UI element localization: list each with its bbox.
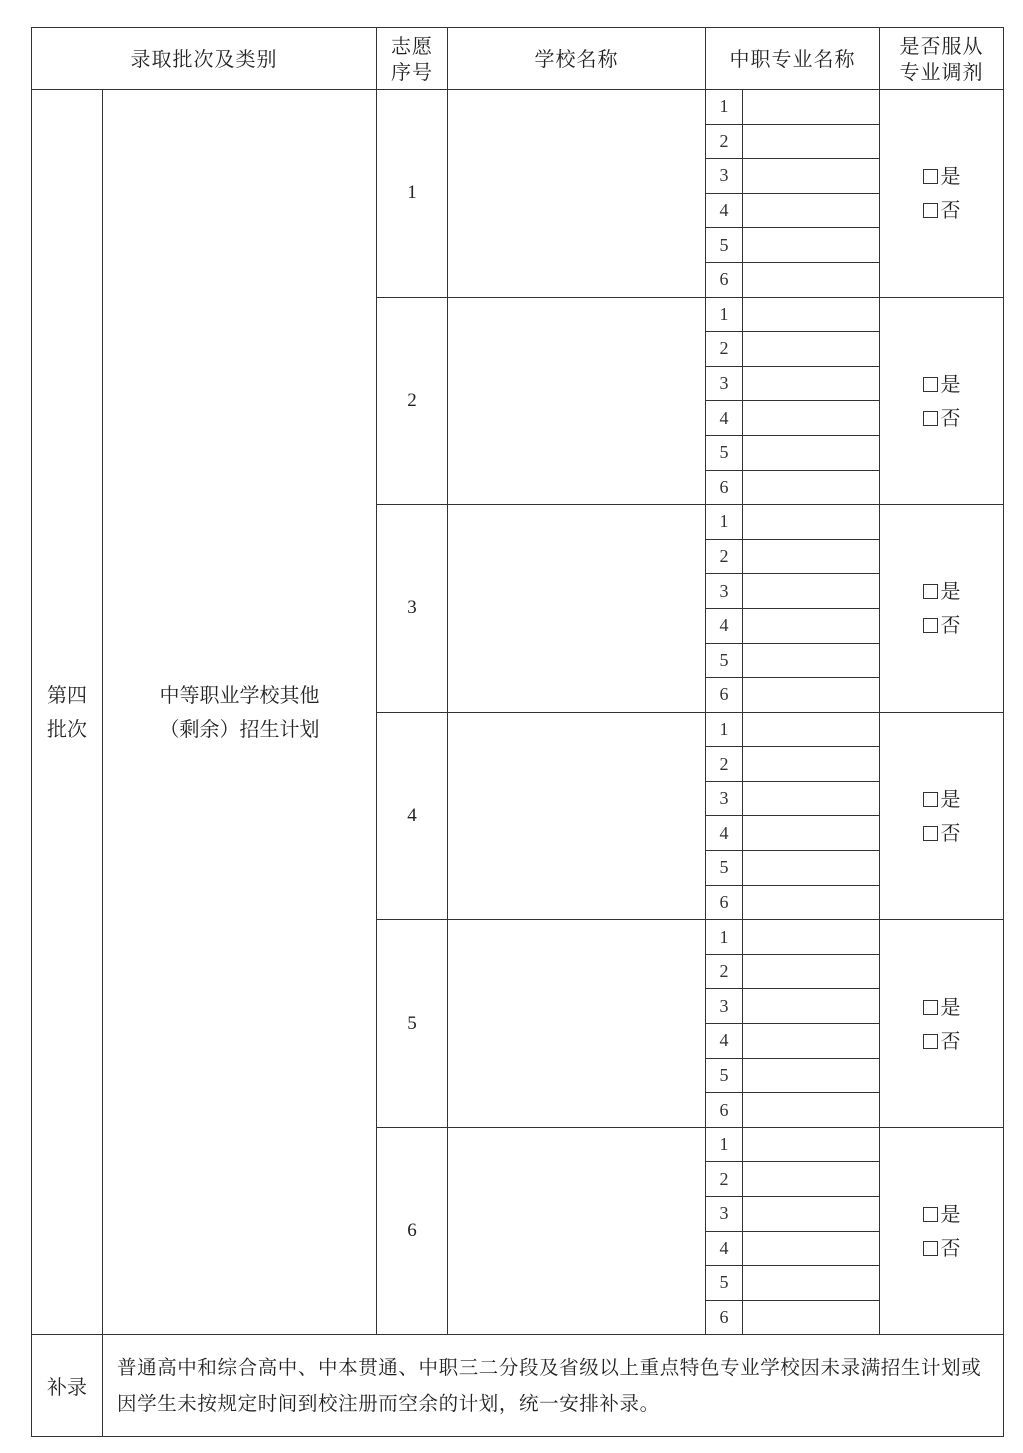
major-index: 4 [706, 1231, 743, 1266]
major-name-input[interactable] [743, 1127, 880, 1162]
adjust-yes-label: 是 [940, 994, 961, 1019]
batch-line1: 第四 [47, 683, 87, 708]
category-line1: 中等职业学校其他 [159, 683, 320, 708]
major-index: 2 [706, 747, 743, 782]
adjust-yes-label: 是 [940, 579, 961, 604]
header-adjust [880, 28, 1004, 90]
adjust-yes-option[interactable] [923, 995, 961, 1019]
major-name-input[interactable] [743, 193, 880, 228]
major-name-input[interactable] [743, 1197, 880, 1232]
major-name-input[interactable] [743, 1162, 880, 1197]
supplement-label: 补录 [32, 1335, 103, 1437]
major-index: 1 [706, 505, 743, 540]
category-cell [103, 90, 377, 1335]
adjust-no-label: 否 [940, 1236, 961, 1261]
choice-number-cell: 5 [377, 920, 448, 1128]
major-index: 1 [706, 1127, 743, 1162]
major-name-input[interactable] [743, 851, 880, 886]
major-name-input[interactable] [743, 366, 880, 401]
major-index: 1 [706, 90, 743, 125]
major-index: 4 [706, 816, 743, 851]
major-name-input[interactable] [743, 885, 880, 920]
checkbox-icon[interactable] [923, 411, 938, 426]
major-name-input[interactable] [743, 159, 880, 194]
major-index: 3 [706, 781, 743, 816]
major-name-input[interactable] [743, 1231, 880, 1266]
major-index: 3 [706, 159, 743, 194]
major-name-input[interactable] [743, 608, 880, 643]
major-index: 1 [706, 297, 743, 332]
admission-form-table [31, 27, 1004, 1437]
adjust-options-cell [880, 1127, 1004, 1335]
major-index: 2 [706, 1162, 743, 1197]
checkbox-icon[interactable] [923, 1207, 938, 1222]
major-name-input[interactable] [743, 920, 880, 955]
adjust-yes-label: 是 [940, 164, 961, 189]
major-index: 1 [706, 920, 743, 955]
major-index: 5 [706, 851, 743, 886]
major-name-input[interactable] [743, 435, 880, 470]
major-index: 3 [706, 1197, 743, 1232]
major-name-input[interactable] [743, 1266, 880, 1301]
major-name-input[interactable] [743, 816, 880, 851]
major-name-input[interactable] [743, 989, 880, 1024]
checkbox-icon[interactable] [923, 1034, 938, 1049]
adjust-options-cell [880, 90, 1004, 298]
major-index: 2 [706, 124, 743, 159]
checkbox-icon[interactable] [923, 618, 938, 633]
header-school-name: 学校名称 [448, 28, 706, 90]
adjust-no-option[interactable] [923, 821, 961, 845]
adjust-no-label: 否 [940, 405, 961, 430]
major-name-input[interactable] [743, 1093, 880, 1128]
major-index: 5 [706, 1266, 743, 1301]
major-index: 5 [706, 228, 743, 263]
checkbox-icon[interactable] [923, 169, 938, 184]
header-major-name: 中职专业名称 [706, 28, 880, 90]
adjust-no-option[interactable] [923, 613, 961, 637]
major-index: 3 [706, 366, 743, 401]
header-batch-category: 录取批次及类别 [32, 28, 377, 90]
major-name-input[interactable] [743, 401, 880, 436]
major-name-input[interactable] [743, 332, 880, 367]
major-index: 6 [706, 262, 743, 297]
major-name-input[interactable] [743, 747, 880, 782]
major-name-input[interactable] [743, 678, 880, 713]
checkbox-icon[interactable] [923, 377, 938, 392]
school-name-input[interactable] [448, 1127, 706, 1335]
supplement-row [32, 1335, 1004, 1437]
adjust-yes-label: 是 [940, 1202, 961, 1227]
checkbox-icon[interactable] [923, 792, 938, 807]
major-index: 6 [706, 1300, 743, 1335]
major-name-input[interactable] [743, 539, 880, 574]
checkbox-icon[interactable] [923, 1000, 938, 1015]
major-name-input[interactable] [743, 1300, 880, 1335]
adjust-options-cell [880, 712, 1004, 920]
adjust-yes-label: 是 [940, 371, 961, 396]
major-name-input[interactable] [743, 574, 880, 609]
school-name-input[interactable] [448, 920, 706, 1128]
adjust-options-cell [880, 297, 1004, 505]
major-name-input[interactable] [743, 1024, 880, 1059]
adjust-no-label: 否 [940, 613, 961, 638]
adjust-yes-label: 是 [940, 786, 961, 811]
adjust-yes-option[interactable] [923, 164, 961, 188]
header-choice-number-line1: 志愿 [391, 33, 433, 58]
major-name-input[interactable] [743, 470, 880, 505]
major-name-input[interactable] [743, 954, 880, 989]
adjust-yes-option[interactable] [923, 579, 961, 603]
checkbox-icon[interactable] [923, 826, 938, 841]
major-name-input[interactable] [743, 262, 880, 297]
major-index: 2 [706, 954, 743, 989]
major-index: 6 [706, 1093, 743, 1128]
major-name-input[interactable] [743, 643, 880, 678]
choice-number-cell: 3 [377, 505, 448, 713]
school-name-input[interactable] [448, 297, 706, 505]
choice-number-cell: 1 [377, 90, 448, 298]
school-name-input[interactable] [448, 90, 706, 298]
major-index: 2 [706, 332, 743, 367]
adjust-no-option[interactable] [923, 406, 961, 430]
choice-number-cell: 6 [377, 1127, 448, 1335]
major-name-input[interactable] [743, 297, 880, 332]
major-name-input[interactable] [743, 781, 880, 816]
major-name-input[interactable] [743, 505, 880, 540]
checkbox-icon[interactable] [923, 1241, 938, 1256]
adjust-no-option[interactable] [923, 1236, 961, 1260]
major-index: 1 [706, 712, 743, 747]
major-index: 6 [706, 678, 743, 713]
header-adjust-line1: 是否服从 [899, 33, 984, 58]
major-index: 3 [706, 574, 743, 609]
major-index: 4 [706, 608, 743, 643]
major-index: 2 [706, 539, 743, 574]
category-line2: （剩余）招生计划 [159, 717, 320, 742]
adjust-no-label: 否 [940, 820, 961, 845]
major-name-input[interactable] [743, 228, 880, 263]
major-name-input[interactable] [743, 124, 880, 159]
school-name-input[interactable] [448, 712, 706, 920]
choice-number-cell: 2 [377, 297, 448, 505]
adjust-yes-option[interactable] [923, 787, 961, 811]
adjust-options-cell [880, 505, 1004, 713]
major-index: 6 [706, 885, 743, 920]
adjust-options-cell [880, 920, 1004, 1128]
checkbox-icon[interactable] [923, 203, 938, 218]
header-adjust-line2: 专业调剂 [899, 59, 984, 84]
school-name-input[interactable] [448, 505, 706, 713]
major-name-input[interactable] [743, 90, 880, 125]
major-name-input[interactable] [743, 1058, 880, 1093]
major-index: 6 [706, 470, 743, 505]
major-row [32, 90, 1004, 125]
header-row [32, 28, 1004, 90]
batch-line2: 批次 [47, 717, 87, 742]
header-choice-number-line2: 序号 [391, 59, 433, 84]
header-choice-number [377, 28, 448, 90]
choice-number-cell: 4 [377, 712, 448, 920]
adjust-no-label: 否 [940, 1028, 961, 1053]
checkbox-icon[interactable] [923, 584, 938, 599]
major-index: 5 [706, 435, 743, 470]
adjust-no-option[interactable] [923, 198, 961, 222]
adjust-no-option[interactable] [923, 1029, 961, 1053]
major-index: 4 [706, 401, 743, 436]
major-name-input[interactable] [743, 712, 880, 747]
major-index: 5 [706, 643, 743, 678]
batch-cell [32, 90, 103, 1335]
major-index: 4 [706, 1024, 743, 1059]
adjust-yes-option[interactable] [923, 372, 961, 396]
adjust-yes-option[interactable] [923, 1202, 961, 1226]
supplement-text: 普通高中和综合高中、中本贯通、中职三二分段及省级以上重点特色专业学校因未录满招生计划或因学生未按规定时间到校注册而空余的计划，统一安排补录。 [103, 1335, 1004, 1437]
adjust-no-label: 否 [940, 198, 961, 223]
major-index: 3 [706, 989, 743, 1024]
major-index: 5 [706, 1058, 743, 1093]
major-index: 4 [706, 193, 743, 228]
